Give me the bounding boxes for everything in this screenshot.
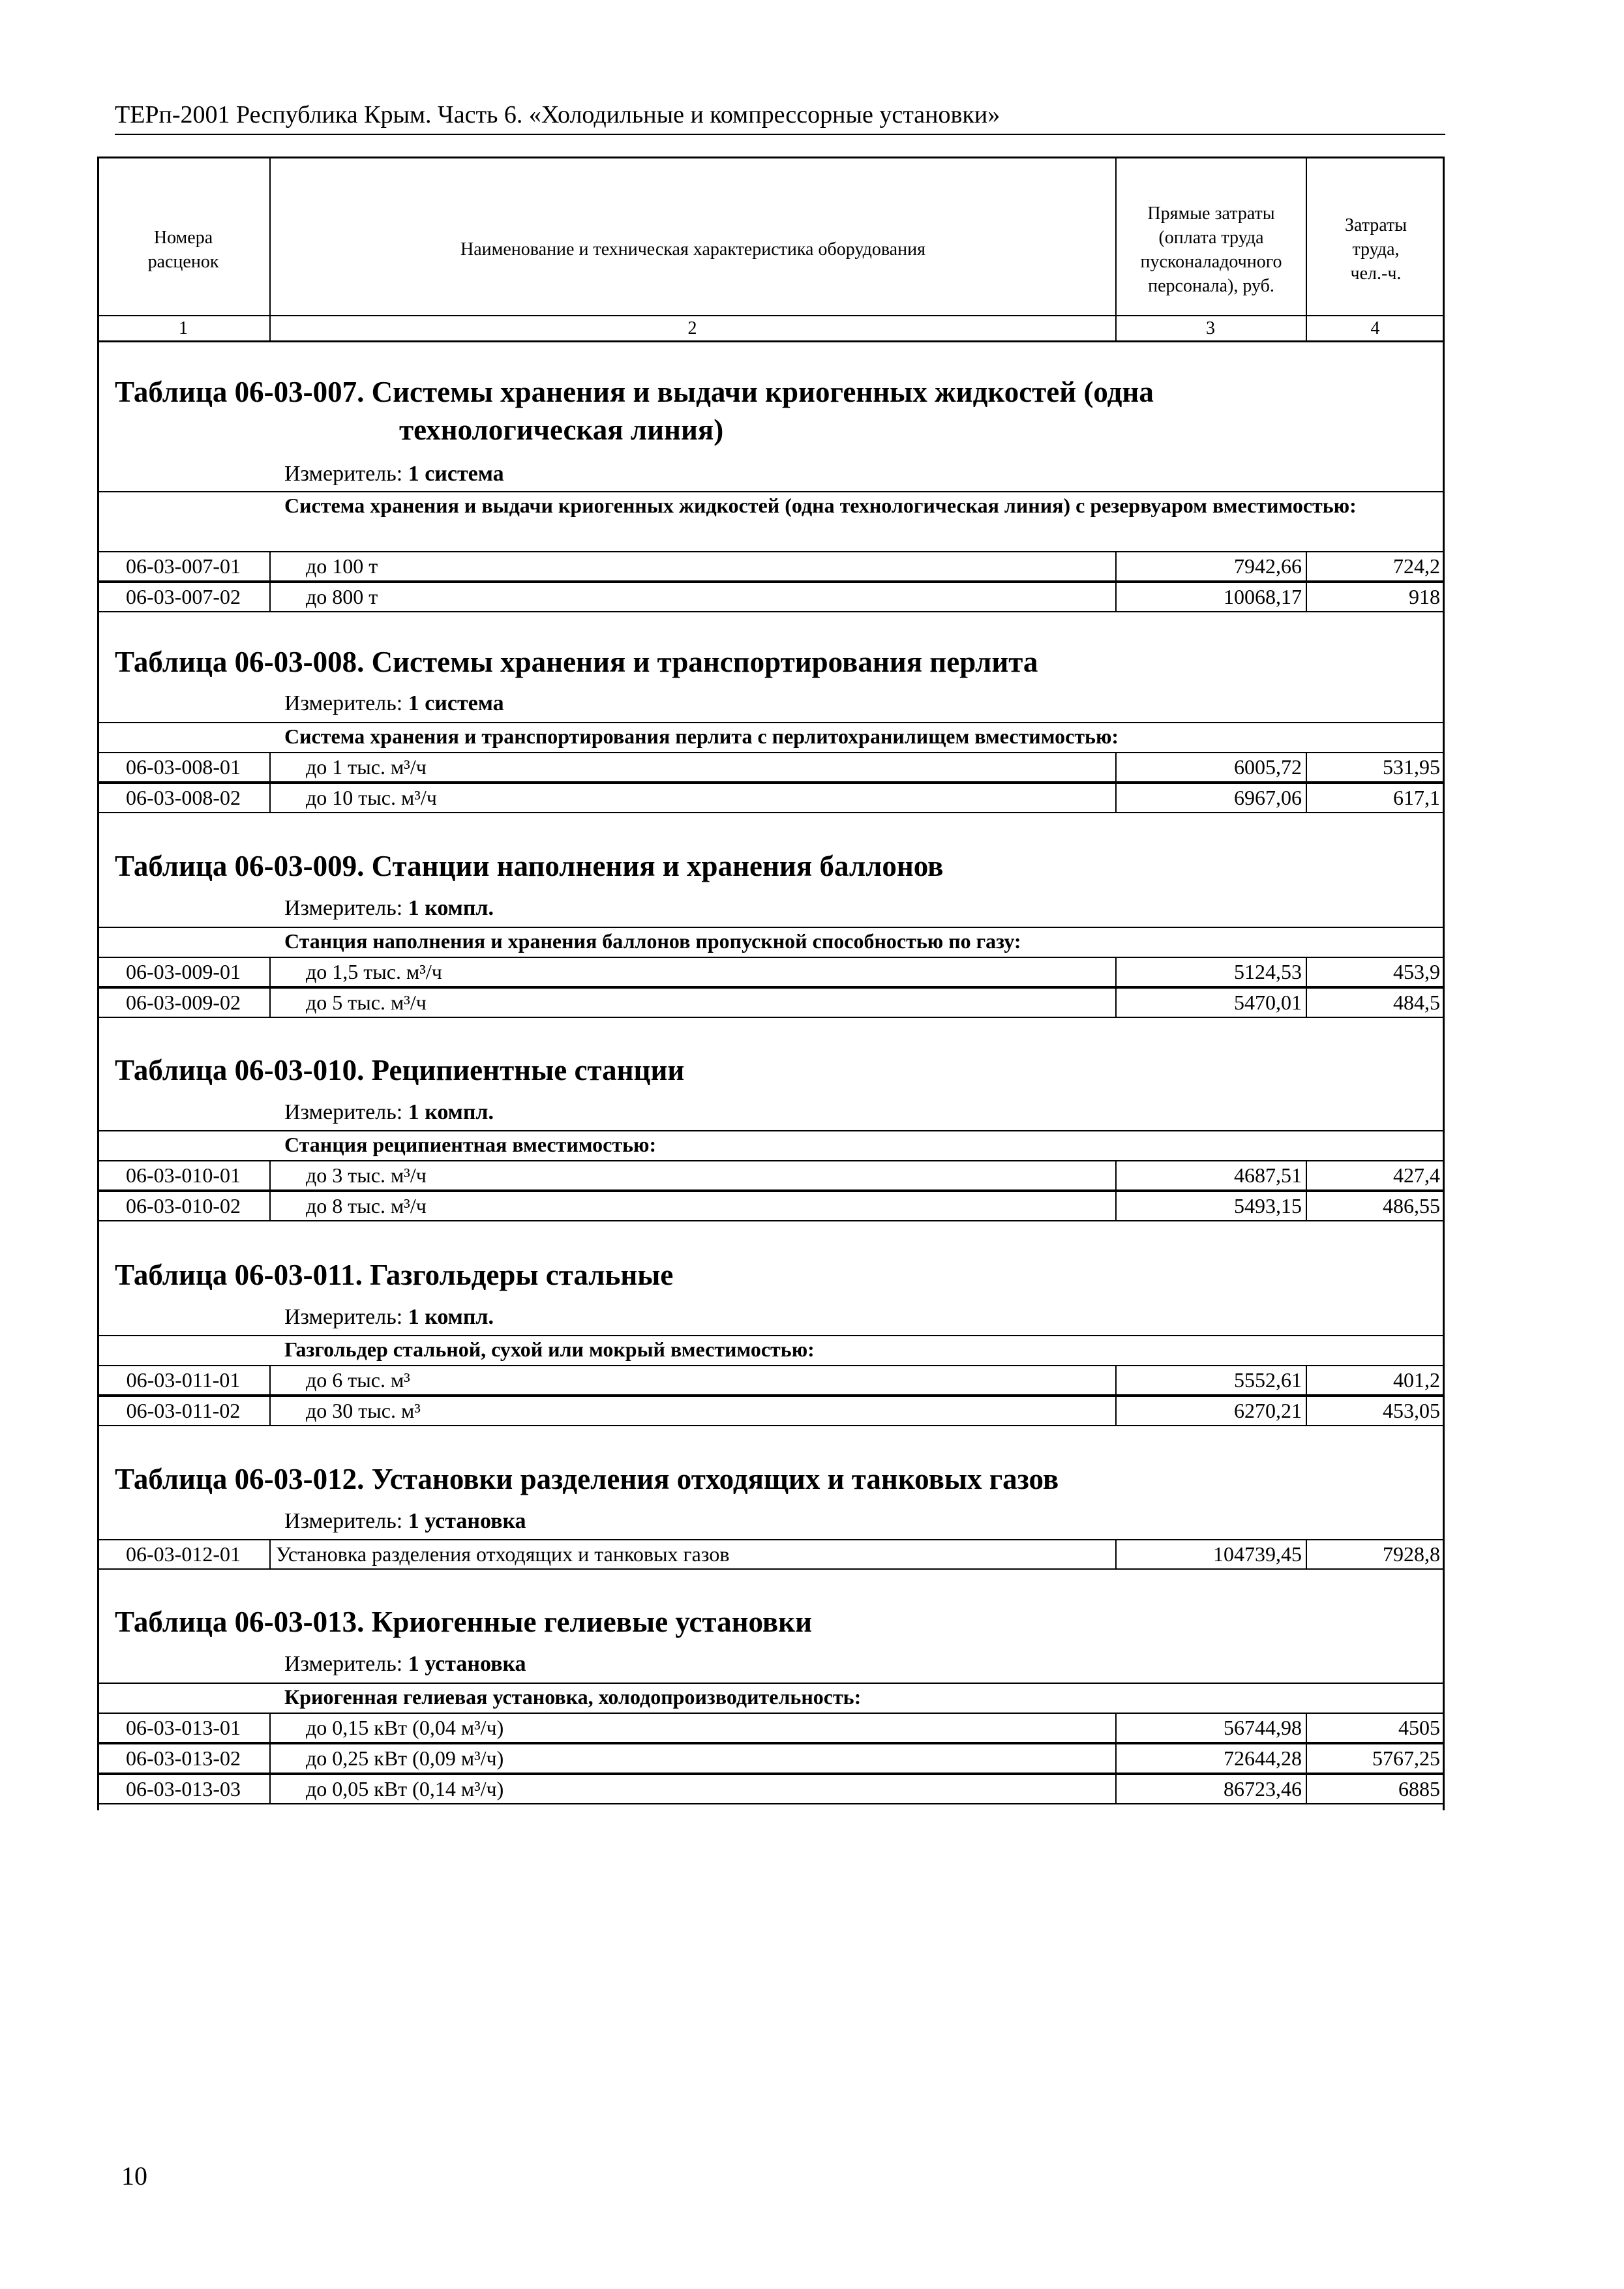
row-code: 06-03-011-02 [126, 1399, 241, 1422]
row-cost: 7942,66 [1115, 552, 1306, 580]
table-title: Таблица 06-03-012. Установки разделения отходящих и танковых газов [115, 1463, 1059, 1495]
row-labor: 486,55 [1306, 1192, 1443, 1220]
table-row [97, 1396, 1445, 1426]
table-title-line1: Таблица 06-03-007. Системы хранения и выдачи криогенных жидкостей (одна [115, 376, 1154, 408]
row-labor: 531,95 [1306, 753, 1443, 781]
row-cost: 6967,06 [1115, 784, 1306, 812]
row-code: 06-03-011-01 [126, 1368, 241, 1392]
row-labor: 617,1 [1306, 784, 1443, 812]
column-header-codes: Номера расценок [97, 157, 269, 342]
table-row [97, 957, 1445, 987]
row-name: до 3 тыс. м³/ч [269, 1161, 1115, 1189]
measure-line: Измеритель: 1 компл. [284, 1100, 494, 1124]
measure-line: Измеритель: 1 система [284, 462, 504, 486]
row-cost: 72644,28 [1115, 1744, 1306, 1773]
row-code: 06-03-013-03 [126, 1777, 241, 1801]
table-row [97, 1743, 1445, 1774]
measure-line: Измеритель: 1 компл. [284, 896, 494, 920]
table-row [97, 783, 1445, 813]
row-name: до 30 тыс. м³ [269, 1397, 1115, 1425]
row-code: 06-03-013-01 [126, 1716, 241, 1739]
row-cost: 6005,72 [1115, 753, 1306, 781]
measure-line: Измеритель: 1 установка [284, 1652, 526, 1676]
row-cost: 5552,61 [1115, 1366, 1306, 1394]
running-header: ТЕРп-2001 Республика Крым. Часть 6. «Холодильные и компрессорные установки» [115, 101, 1000, 128]
table-title: Таблица 06-03-008. Системы хранения и транспортирования перлита [115, 646, 1038, 678]
group-heading: Система хранения и транспортирования перлита с перлитохранилищем вместимостью: [97, 722, 1445, 752]
row-cost: 4687,51 [1115, 1161, 1306, 1189]
column-number-3: 3 [1206, 318, 1215, 338]
table-title: Таблица 06-03-010. Реципиентные станции [115, 1054, 685, 1086]
group-heading: Криогенная гелиевая установка, холодопроизводительность: [97, 1683, 1445, 1713]
table-row [97, 1160, 1445, 1191]
row-cost: 10068,17 [1115, 583, 1306, 611]
column-number-4: 4 [1370, 318, 1380, 338]
header-rule [115, 134, 1445, 135]
column-number-2: 2 [687, 318, 697, 338]
table-row [97, 551, 1445, 582]
row-code: 06-03-009-02 [126, 991, 241, 1014]
row-labor: 918 [1306, 583, 1443, 611]
row-labor: 6885 [1306, 1775, 1443, 1803]
row-cost: 5493,15 [1115, 1192, 1306, 1220]
row-cost: 6270,21 [1115, 1397, 1306, 1425]
row-cost: 56744,98 [1115, 1714, 1306, 1742]
row-name: до 100 т [269, 552, 1115, 580]
row-name: до 10 тыс. м³/ч [269, 784, 1115, 812]
row-labor: 4505 [1306, 1714, 1443, 1742]
table-row [97, 1774, 1445, 1804]
row-name: до 1 тыс. м³/ч [269, 753, 1115, 781]
row-labor: 453,9 [1306, 958, 1443, 986]
table-row [97, 1713, 1445, 1743]
row-code: 06-03-012-01 [126, 1542, 241, 1566]
row-name: до 800 т [269, 583, 1115, 611]
group-heading: Газгольдер стальной, сухой или мокрый вместимостью: [97, 1335, 1445, 1365]
measure-line: Измеритель: 1 компл. [284, 1305, 494, 1329]
table-row [97, 582, 1445, 612]
row-code: 06-03-007-02 [126, 585, 241, 608]
group-heading: Система хранения и выдачи криогенных жидкостей (одна технологическая линия) с резервуаром вместимостью: [97, 491, 1445, 551]
measure-line: Измеритель: 1 система [284, 691, 504, 715]
column-header-cost: Прямые затраты (оплата труда пусконаладочного персонала), руб. [1115, 157, 1306, 342]
page-number: 10 [121, 2161, 147, 2191]
column-header-labor: Затраты труда, чел.-ч. [1306, 157, 1445, 342]
row-code: 06-03-008-02 [126, 786, 241, 809]
row-cost: 5124,53 [1115, 958, 1306, 986]
row-code: 06-03-010-01 [126, 1163, 241, 1187]
row-code: 06-03-009-01 [126, 960, 241, 983]
table-row [97, 1365, 1445, 1396]
group-heading: Станция наполнения и хранения баллонов пропускной способностью по газу: [97, 927, 1445, 957]
row-labor: 484,5 [1306, 989, 1443, 1017]
row-labor: 7928,8 [1306, 1540, 1443, 1568]
table-title [115, 373, 1426, 449]
measure-line: Измеритель: 1 установка [284, 1509, 526, 1533]
group-heading: Станция реципиентная вместимостью: [97, 1130, 1445, 1160]
row-code: 06-03-010-02 [126, 1194, 241, 1218]
table-row [97, 752, 1445, 783]
row-labor: 5767,25 [1306, 1744, 1443, 1773]
row-cost: 104739,45 [1115, 1540, 1306, 1568]
column-number-1: 1 [179, 318, 188, 338]
table-row [97, 987, 1445, 1018]
row-labor: 724,2 [1306, 552, 1443, 580]
row-code: 06-03-007-01 [126, 554, 241, 578]
table-row [97, 1191, 1445, 1221]
row-name: до 0,15 кВт (0,04 м³/ч) [269, 1714, 1115, 1742]
column-header-name: Наименование и техническая характеристика оборудования [269, 157, 1115, 342]
row-labor: 453,05 [1306, 1397, 1443, 1425]
row-labor: 427,4 [1306, 1161, 1443, 1189]
table-title-line2: технологическая линия) [399, 413, 724, 446]
row-name: до 0,25 кВт (0,09 м³/ч) [269, 1744, 1115, 1773]
row-cost: 86723,46 [1115, 1775, 1306, 1803]
table-title: Таблица 06-03-011. Газгольдеры стальные [115, 1259, 674, 1291]
row-cost: 5470,01 [1115, 989, 1306, 1017]
row-labor: 401,2 [1306, 1366, 1443, 1394]
row-code: 06-03-013-02 [126, 1746, 241, 1770]
row-name: до 5 тыс. м³/ч [269, 989, 1115, 1017]
table-title: Таблица 06-03-013. Криогенные гелиевые установки [115, 1606, 813, 1638]
table-row [97, 1539, 1445, 1570]
row-name: до 1,5 тыс. м³/ч [269, 958, 1115, 986]
row-name: Установка разделения отходящих и танковых газов [269, 1540, 1115, 1568]
table-title: Таблица 06-03-009. Станции наполнения и хранения баллонов [115, 850, 944, 882]
row-name: до 6 тыс. м³ [269, 1366, 1115, 1394]
row-name: до 0,05 кВт (0,14 м³/ч) [269, 1775, 1115, 1803]
row-code: 06-03-008-01 [126, 755, 241, 779]
row-name: до 8 тыс. м³/ч [269, 1192, 1115, 1220]
